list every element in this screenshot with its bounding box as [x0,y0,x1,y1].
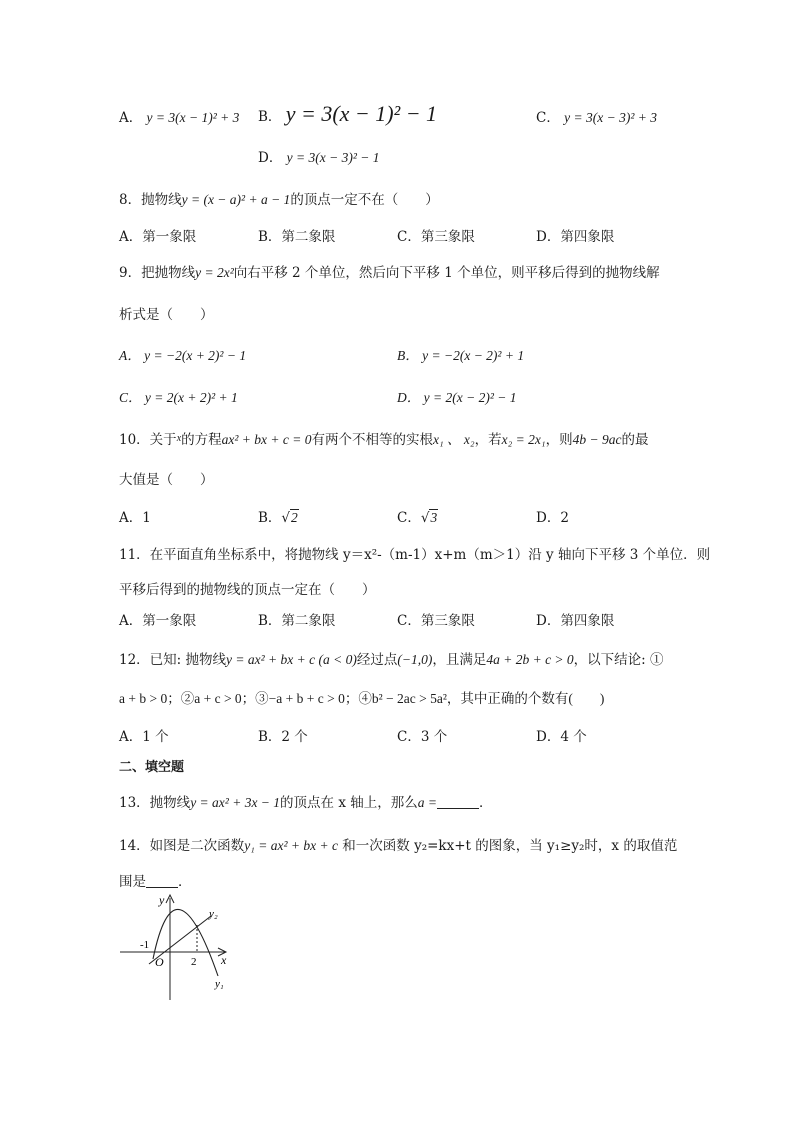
q7-option-a [119,108,239,128]
q14-stem [119,836,677,856]
q11-option-c: C．第三象限 [397,613,475,629]
q9-stem-line2: 析式是（ ） [119,307,214,323]
y-axis-label: y [159,893,165,907]
origin-label: O [155,955,164,969]
option-radicand: 3 [430,510,438,525]
question-text: 和一次函数 y₂=kx+t 的图象，当 y₁≥y₂时，x 的取值范 [337,838,678,854]
tick-label-neg1: -1 [140,939,150,951]
answer-blank[interactable] [437,794,479,809]
option-label: D． [258,150,283,166]
question-text: ，则 [545,432,573,448]
q8-option-b: B．第二象限 [258,229,336,245]
q10-stem [119,429,648,450]
question-text: 围是 [119,874,146,890]
q10-option-c: C．√3 [397,510,438,526]
answer-blank[interactable] [146,873,178,888]
question-text: 有两个不相等的实根 [311,432,433,448]
q9-option-b: B． y = −2(x − 2)² + 1 [397,348,525,363]
question-expression: 4b − 9ac [572,432,622,447]
question-variable: x [176,433,182,444]
q12-option-d: D．4 个 [536,729,587,745]
q8-stem [119,190,439,210]
q11-stem: 11．在平面直角坐标系中，将抛物线 y＝x²-（m-1）x+m（m＞1）沿 y 轴向下平移 3 个单位．则 [119,547,711,563]
function-graph-figure [115,892,240,1004]
question-text: 13．抛物线 [119,795,191,811]
q7-option-d [258,148,379,168]
q12-stem [119,650,664,670]
question-expression: ax² + bx + c = 0 [221,432,312,447]
option-expression: y = 3(x − 1)² + 3 [146,110,240,125]
q10-option-a: A．1 [119,510,151,526]
option-radicand: 2 [291,510,298,525]
option-expression: y = 3(x − 1)² − 1 [285,101,438,126]
q12-option-b: B．2 个 [258,729,308,745]
section-title: 二、填空题 [119,760,185,775]
q7-option-c [536,108,657,128]
option-expression: y = 3(x − 3)² − 1 [286,150,380,165]
q11-option-d: D．第四象限 [536,613,615,629]
q10-option-b: B．√2 [258,510,298,526]
q9-stem [119,263,660,283]
q8-option-c: C．第三象限 [397,229,475,245]
question-text: ，且满足 [432,652,487,668]
question-text: ． [178,874,192,890]
question-text: 14．如图是二次函数 [119,838,245,854]
question-expression: a = [417,795,437,810]
q7-option-b [258,101,438,127]
question-expression: 4a + 2b + c > 0 [486,652,574,667]
q11-option-b: B．第二象限 [258,613,336,629]
question-expression: (−1,0) [397,652,433,667]
q13-stem [119,793,493,813]
q12-option-a: A．1 个 [119,729,169,745]
option-expression: y = 3(x − 3)² + 3 [564,110,657,125]
question-text: 向右平移 2 个单位，然后向下平移 1 个单位，则平移后得到的抛物线解 [233,265,660,281]
question-expression: x₁ 、 x₂ [433,432,475,447]
q9-option-c: C． y = 2(x + 2)² + 1 [119,390,238,405]
question-text: 9．把抛物线 [119,265,196,281]
question-text: ，若 [474,432,502,448]
question-text: ，以下结论: ① [573,652,664,668]
q8-option-a: A．第一象限 [119,229,197,245]
option-label: B． [258,109,282,125]
question-expression: y₁ = ax² + bx + c [244,838,338,853]
question-text: 经过点 [356,652,398,668]
option-label: C． [536,110,560,126]
y1-label: y₁ [215,978,224,990]
question-expression: y = 2x² [195,265,234,280]
question-expression: x₂ = 2x₁ [501,432,546,447]
question-text: ． [479,795,493,811]
q9-option-d: D． y = 2(x − 2)² − 1 [397,390,517,405]
question-expression: y = ax² + 3x − 1 [190,795,281,810]
x-axis-label: x [221,953,227,967]
question-text: 10．关于 [119,432,177,448]
q8-option-d: D．第四象限 [536,229,615,245]
question-text: 8．抛物线 [119,192,182,208]
question-text: 的方程 [181,432,222,448]
q12-stem-line2: a + b > 0；②a + c > 0；③−a + b + c > 0；④b² − 2ac > 5a²，其中正确的个数有( ) [119,691,605,706]
q14-stem-line2 [119,872,192,892]
q10-stem-line2: 大值是（ ） [119,472,214,488]
q11-option-a: A．第一象限 [119,613,197,629]
question-expression: y = ax² + bx + c (a < 0) [226,652,357,667]
y2-label: y₂ [209,908,218,920]
q10-option-d: D．2 [536,510,569,526]
option-label: A． [119,110,143,126]
question-text: 12．已知: 抛物线 [119,652,227,668]
question-text: 的顶点一定不在（ ） [290,192,439,208]
option-label: B． [258,510,282,526]
option-label: C． [397,510,421,526]
tick-label-2: 2 [191,956,197,968]
q9-option-a: A． y = −2(x + 2)² − 1 [119,348,247,363]
question-text: 的顶点在 x 轴上，那么 [280,795,418,811]
question-text: 的最 [621,432,649,448]
q11-stem-line2: 平移后得到的抛物线的顶点一定在（ ） [119,582,376,598]
question-expression: y = (x − a)² + a − 1 [181,192,291,207]
q12-option-c: C．3 个 [397,729,448,745]
